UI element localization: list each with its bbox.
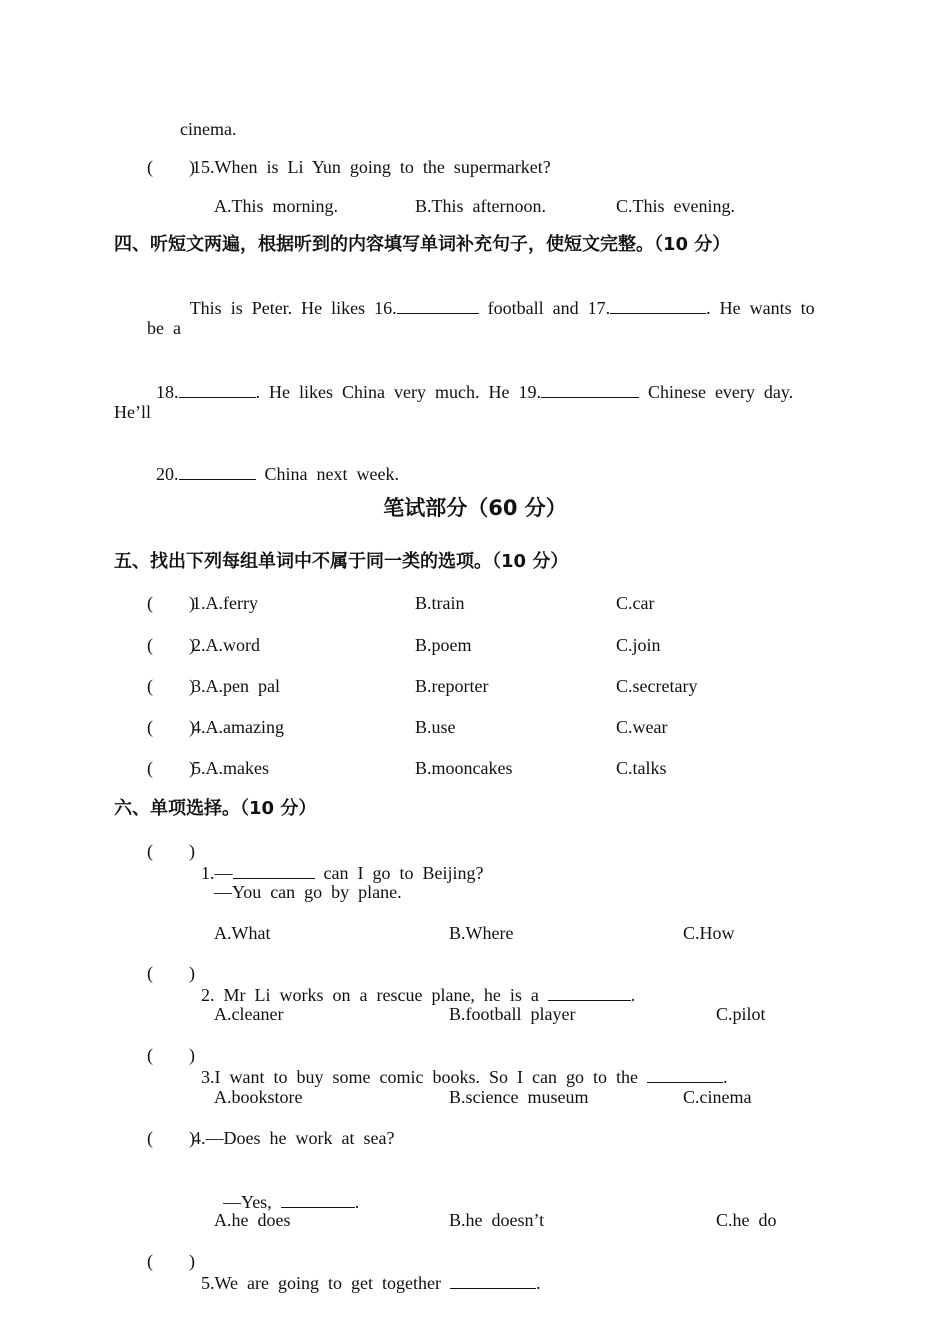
blank-q4[interactable] xyxy=(281,1191,355,1208)
question-4: 4.—Does he work at sea? xyxy=(192,1128,395,1148)
passage-line-3 xyxy=(147,359,793,403)
question-text: 1.— xyxy=(201,863,233,883)
word-option: B.use xyxy=(415,717,456,737)
q3-option-b: B.science museum xyxy=(449,1087,589,1107)
word-option: 1.A.ferry xyxy=(192,593,258,613)
q1-option-c: C.How xyxy=(683,923,735,943)
blank-16[interactable] xyxy=(397,297,479,314)
passage-text: China next week. xyxy=(255,464,399,484)
passage-line-4: He’ll xyxy=(114,402,151,422)
answer-paren[interactable]: ( ) xyxy=(147,157,195,177)
question-text: . xyxy=(630,985,636,1005)
q4-option-a: A.he does xyxy=(214,1210,291,1230)
passage-text: Chinese every day. xyxy=(638,382,794,402)
q4-option-b: B.he doesn’t xyxy=(449,1210,545,1230)
q4-option-c: C.he do xyxy=(716,1210,777,1230)
word-option: C.wear xyxy=(616,717,668,737)
word-option: B.poem xyxy=(415,635,472,655)
question-text: 5.We are going to get together xyxy=(201,1273,450,1293)
question-text: can I go to Beijing? xyxy=(314,863,484,883)
passage-line-2: be a xyxy=(147,318,181,338)
blank-20[interactable] xyxy=(179,463,256,480)
passage-text: . He likes China very much. He 19. xyxy=(255,382,541,402)
blank-q5[interactable] xyxy=(450,1272,536,1289)
q4-answer-line xyxy=(214,1169,359,1213)
q15-option-a: A.This morning. xyxy=(214,196,338,216)
answer-paren[interactable]: ( ) xyxy=(147,758,195,778)
q1-option-a: A.What xyxy=(214,923,271,943)
q1-option-b: B.Where xyxy=(449,923,514,943)
section-5-heading: 五、找出下列每组单词中不属于同一类的选项。（10 分） xyxy=(114,551,569,572)
word-option: C.car xyxy=(616,593,655,613)
word-option: C.talks xyxy=(616,758,667,778)
question-text: —Yes, xyxy=(223,1192,281,1212)
word-option: 4.A.amazing xyxy=(192,717,284,737)
q15-option-c: C.This evening. xyxy=(616,196,735,216)
word-option: B.reporter xyxy=(415,676,489,696)
answer-paren[interactable]: ( ) xyxy=(147,593,195,613)
passage-line-1 xyxy=(181,275,815,319)
q14-continuation: cinema. xyxy=(180,119,237,139)
section-6-heading: 六、单项选择。（10 分） xyxy=(114,798,317,819)
q3-option-a: A.bookstore xyxy=(214,1087,303,1107)
blank-19[interactable] xyxy=(541,381,639,398)
question-text: . xyxy=(722,1067,728,1087)
passage-text: 18. xyxy=(156,382,179,402)
question-text: . xyxy=(535,1273,541,1293)
passage-line-5 xyxy=(147,441,399,485)
q2-option-a: A.cleaner xyxy=(214,1004,284,1024)
answer-paren[interactable]: ( ) xyxy=(147,676,195,696)
blank-q1[interactable] xyxy=(233,862,315,879)
answer-paren[interactable]: ( ) xyxy=(147,841,195,861)
blank-q2[interactable] xyxy=(548,984,631,1001)
section-4-heading: 四、听短文两遍，根据听到的内容填写单词补充句子，使短文完整。（10 分） xyxy=(114,234,731,255)
word-option: B.train xyxy=(415,593,465,613)
answer-paren[interactable]: ( ) xyxy=(147,1128,195,1148)
blank-17[interactable] xyxy=(610,297,706,314)
word-option: B.mooncakes xyxy=(415,758,513,778)
passage-text: football and 17. xyxy=(478,298,611,318)
question-text: 3.I want to buy some comic books. So I can go to the xyxy=(201,1067,647,1087)
answer-paren[interactable]: ( ) xyxy=(147,963,195,983)
word-option: 5.A.makes xyxy=(192,758,269,778)
question-text: . xyxy=(354,1192,360,1212)
q2-option-c: C.pilot xyxy=(716,1004,766,1024)
q2-option-b: B.football player xyxy=(449,1004,576,1024)
word-option: 3.A.pen pal xyxy=(192,676,280,696)
question-15: 15.When is Li Yun going to the supermarket? xyxy=(192,157,551,177)
answer-paren[interactable]: ( ) xyxy=(147,1045,195,1065)
word-option: 2.A.word xyxy=(192,635,260,655)
question-1 xyxy=(192,840,483,884)
passage-text: . He wants to xyxy=(706,298,815,318)
question-text: 2. Mr Li works on a rescue plane, he is a xyxy=(201,985,548,1005)
blank-q3[interactable] xyxy=(647,1066,723,1083)
question-5 xyxy=(192,1250,540,1294)
written-section-title: 笔试部分（60 分） xyxy=(383,496,567,520)
word-option: C.join xyxy=(616,635,661,655)
answer-paren[interactable]: ( ) xyxy=(147,717,195,737)
word-option: C.secretary xyxy=(616,676,698,696)
question-2 xyxy=(192,962,635,1006)
answer-paren[interactable]: ( ) xyxy=(147,1251,195,1271)
blank-18[interactable] xyxy=(179,381,256,398)
q3-option-c: C.cinema xyxy=(683,1087,752,1107)
passage-text: This is Peter. He likes 16. xyxy=(189,298,397,318)
passage-text: 20. xyxy=(156,464,179,484)
question-3 xyxy=(192,1044,727,1088)
q15-option-b: B.This afternoon. xyxy=(415,196,546,216)
answer-paren[interactable]: ( ) xyxy=(147,635,195,655)
q1-answer-line: —You can go by plane. xyxy=(214,882,402,902)
